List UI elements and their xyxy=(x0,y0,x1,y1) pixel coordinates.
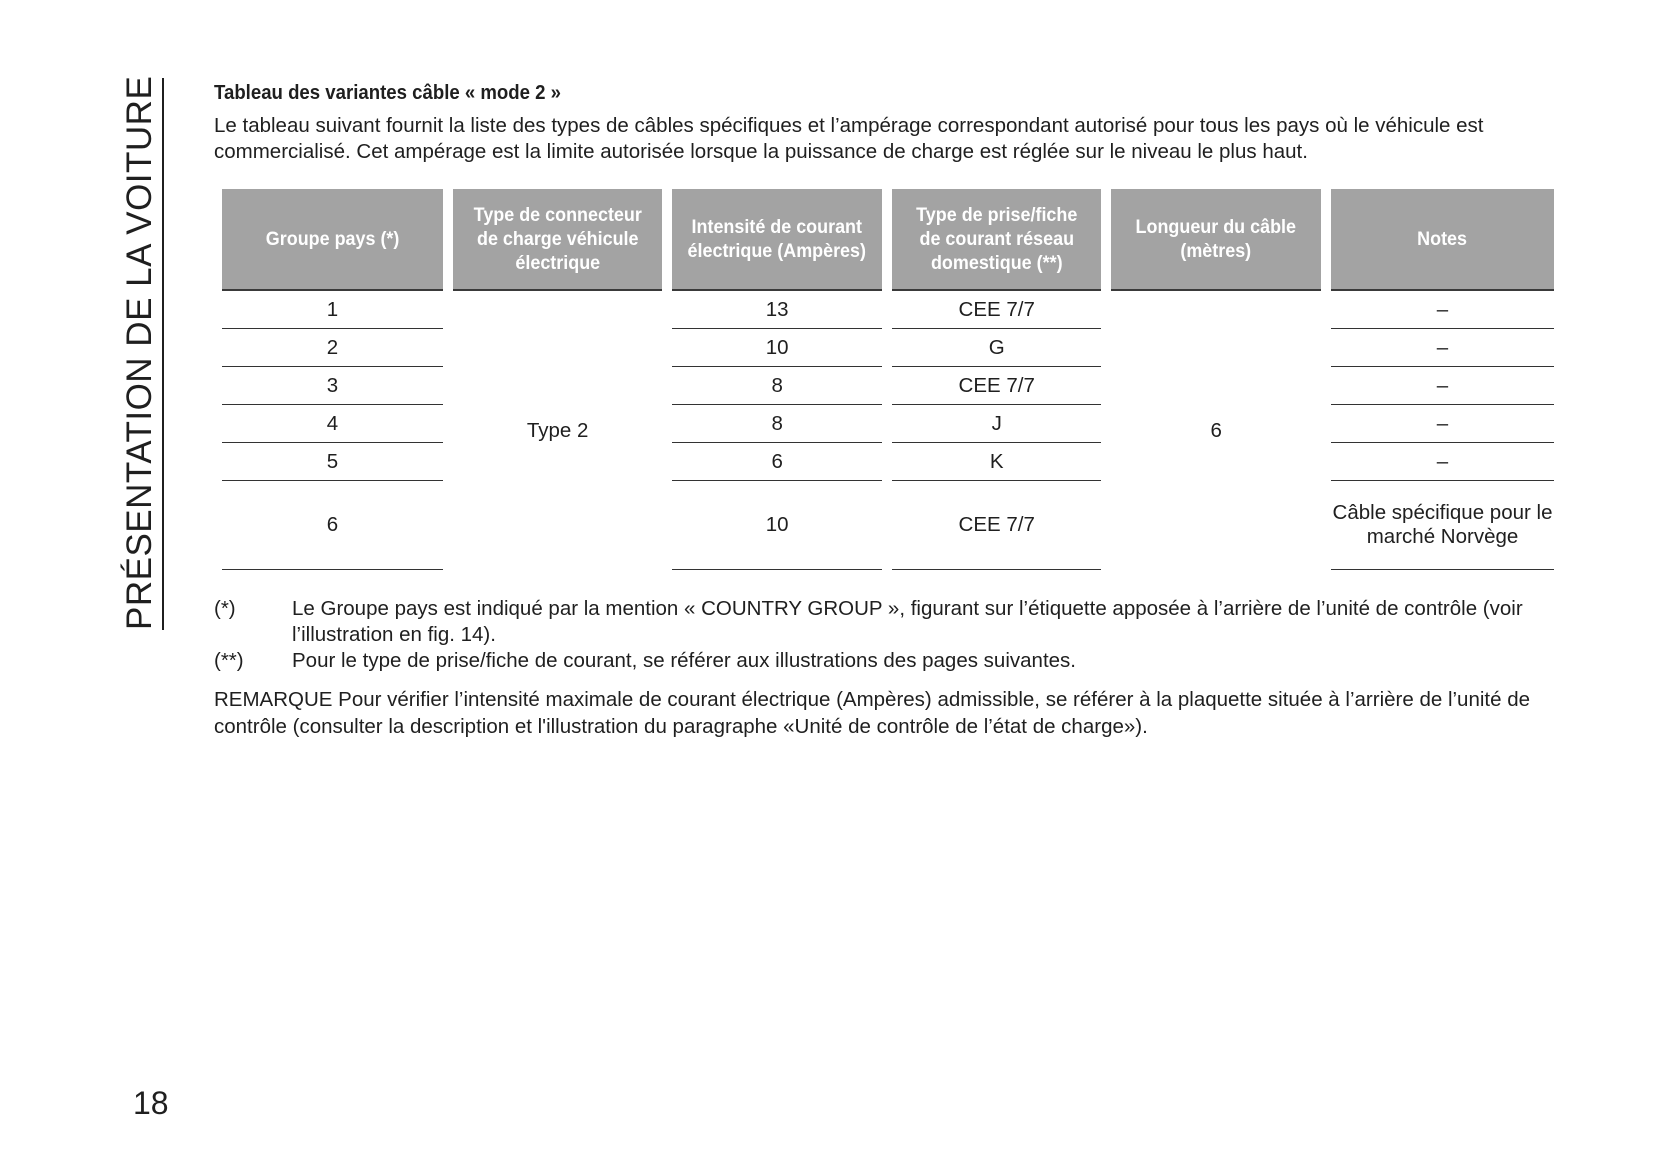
section-title: Tableau des variantes câble « mode 2 » xyxy=(214,82,562,104)
cell-notes: – xyxy=(1331,367,1554,405)
cell-notes: – xyxy=(1331,405,1554,443)
table-row xyxy=(222,291,1554,329)
footnote-text: Le Groupe pays est indiqué par la mention « COUNTRY GROUP », figurant sur l’étiquette apposée à l’arrière de l’unité de contrôle (voir l’illustration en fig. 14). xyxy=(292,597,1523,646)
cell-cable-length: 6 xyxy=(1210,418,1222,442)
footnote xyxy=(214,596,1574,648)
cell-notes: – xyxy=(1331,291,1554,329)
cell-group: 6 xyxy=(222,481,443,570)
cable-variants-table xyxy=(212,189,1564,570)
cell-group: 1 xyxy=(222,291,443,329)
remark-paragraph: REMARQUE Pour vérifier l’intensité maximale de courant électrique (Ampères) admissible, se référer à la plaquette située à l’arrière de l’unité de contrôle (consulter la description et l'illustration du paragraphe «Unité de contrôle de l’état de charge»). xyxy=(214,688,1531,738)
intro-paragraph: Le tableau suivant fournit la liste des types de câbles spécifiques et l’ampérage correspondant autorisé pour tous les pays où le véhicule est commercialisé. Cet ampérage est la limite autorisée lorsque la puissance de charge est réglée sur le niveau le plus haut. xyxy=(214,114,1484,163)
footnote xyxy=(214,648,1574,674)
content xyxy=(214,80,1574,165)
header-notes: Notes xyxy=(1331,189,1554,291)
header-connector-type: Type de connecteur de charge véhicule électrique xyxy=(453,189,663,291)
cell-group: 3 xyxy=(222,367,443,405)
table-header-row xyxy=(222,189,1554,291)
header-current: Intensité de courant électrique (Ampères) xyxy=(672,189,882,291)
cell-notes: – xyxy=(1331,329,1554,367)
cell-plug: J xyxy=(892,405,1102,443)
table-row xyxy=(222,443,1554,481)
cell-group: 4 xyxy=(222,405,443,443)
cell-connector-type: Type 2 xyxy=(526,418,589,442)
cell-notes: Câble spécifique pour le marché Norvège xyxy=(1331,481,1554,570)
cell-plug: CEE 7/7 xyxy=(892,481,1102,570)
notes-area xyxy=(214,596,1574,740)
cell-current: 8 xyxy=(672,367,882,405)
footnote-mark: (*) xyxy=(214,597,236,620)
cell-group: 2 xyxy=(222,329,443,367)
header-country-group: Groupe pays (*) xyxy=(222,189,443,291)
cell-current: 6 xyxy=(672,443,882,481)
footnote-mark: (**) xyxy=(214,649,244,672)
cell-current: 13 xyxy=(672,291,882,329)
footnote-text: Pour le type de prise/fiche de courant, se référer aux illustrations des pages suivantes. xyxy=(292,649,1076,672)
header-plug-type: Type de prise/fiche de courant réseau domestique (**) xyxy=(892,189,1102,291)
cell-plug: K xyxy=(892,443,1102,481)
table-row xyxy=(222,367,1554,405)
header-cable-length: Longueur du câble (mètres) xyxy=(1111,189,1321,291)
cell-plug: G xyxy=(892,329,1102,367)
cell-group: 5 xyxy=(222,443,443,481)
table-row xyxy=(222,405,1554,443)
page-number: 18 xyxy=(133,1085,169,1121)
cell-current: 10 xyxy=(672,481,882,570)
cell-plug: CEE 7/7 xyxy=(892,291,1102,329)
cell-current: 10 xyxy=(672,329,882,367)
table-row xyxy=(222,329,1554,367)
cell-notes: – xyxy=(1331,443,1554,481)
cell-current: 8 xyxy=(672,405,882,443)
side-section-bar xyxy=(118,75,164,630)
cell-plug: CEE 7/7 xyxy=(892,367,1102,405)
table-row xyxy=(222,481,1554,570)
side-section-title: PRÉSENTATION DE LA VOITURE xyxy=(120,75,159,630)
